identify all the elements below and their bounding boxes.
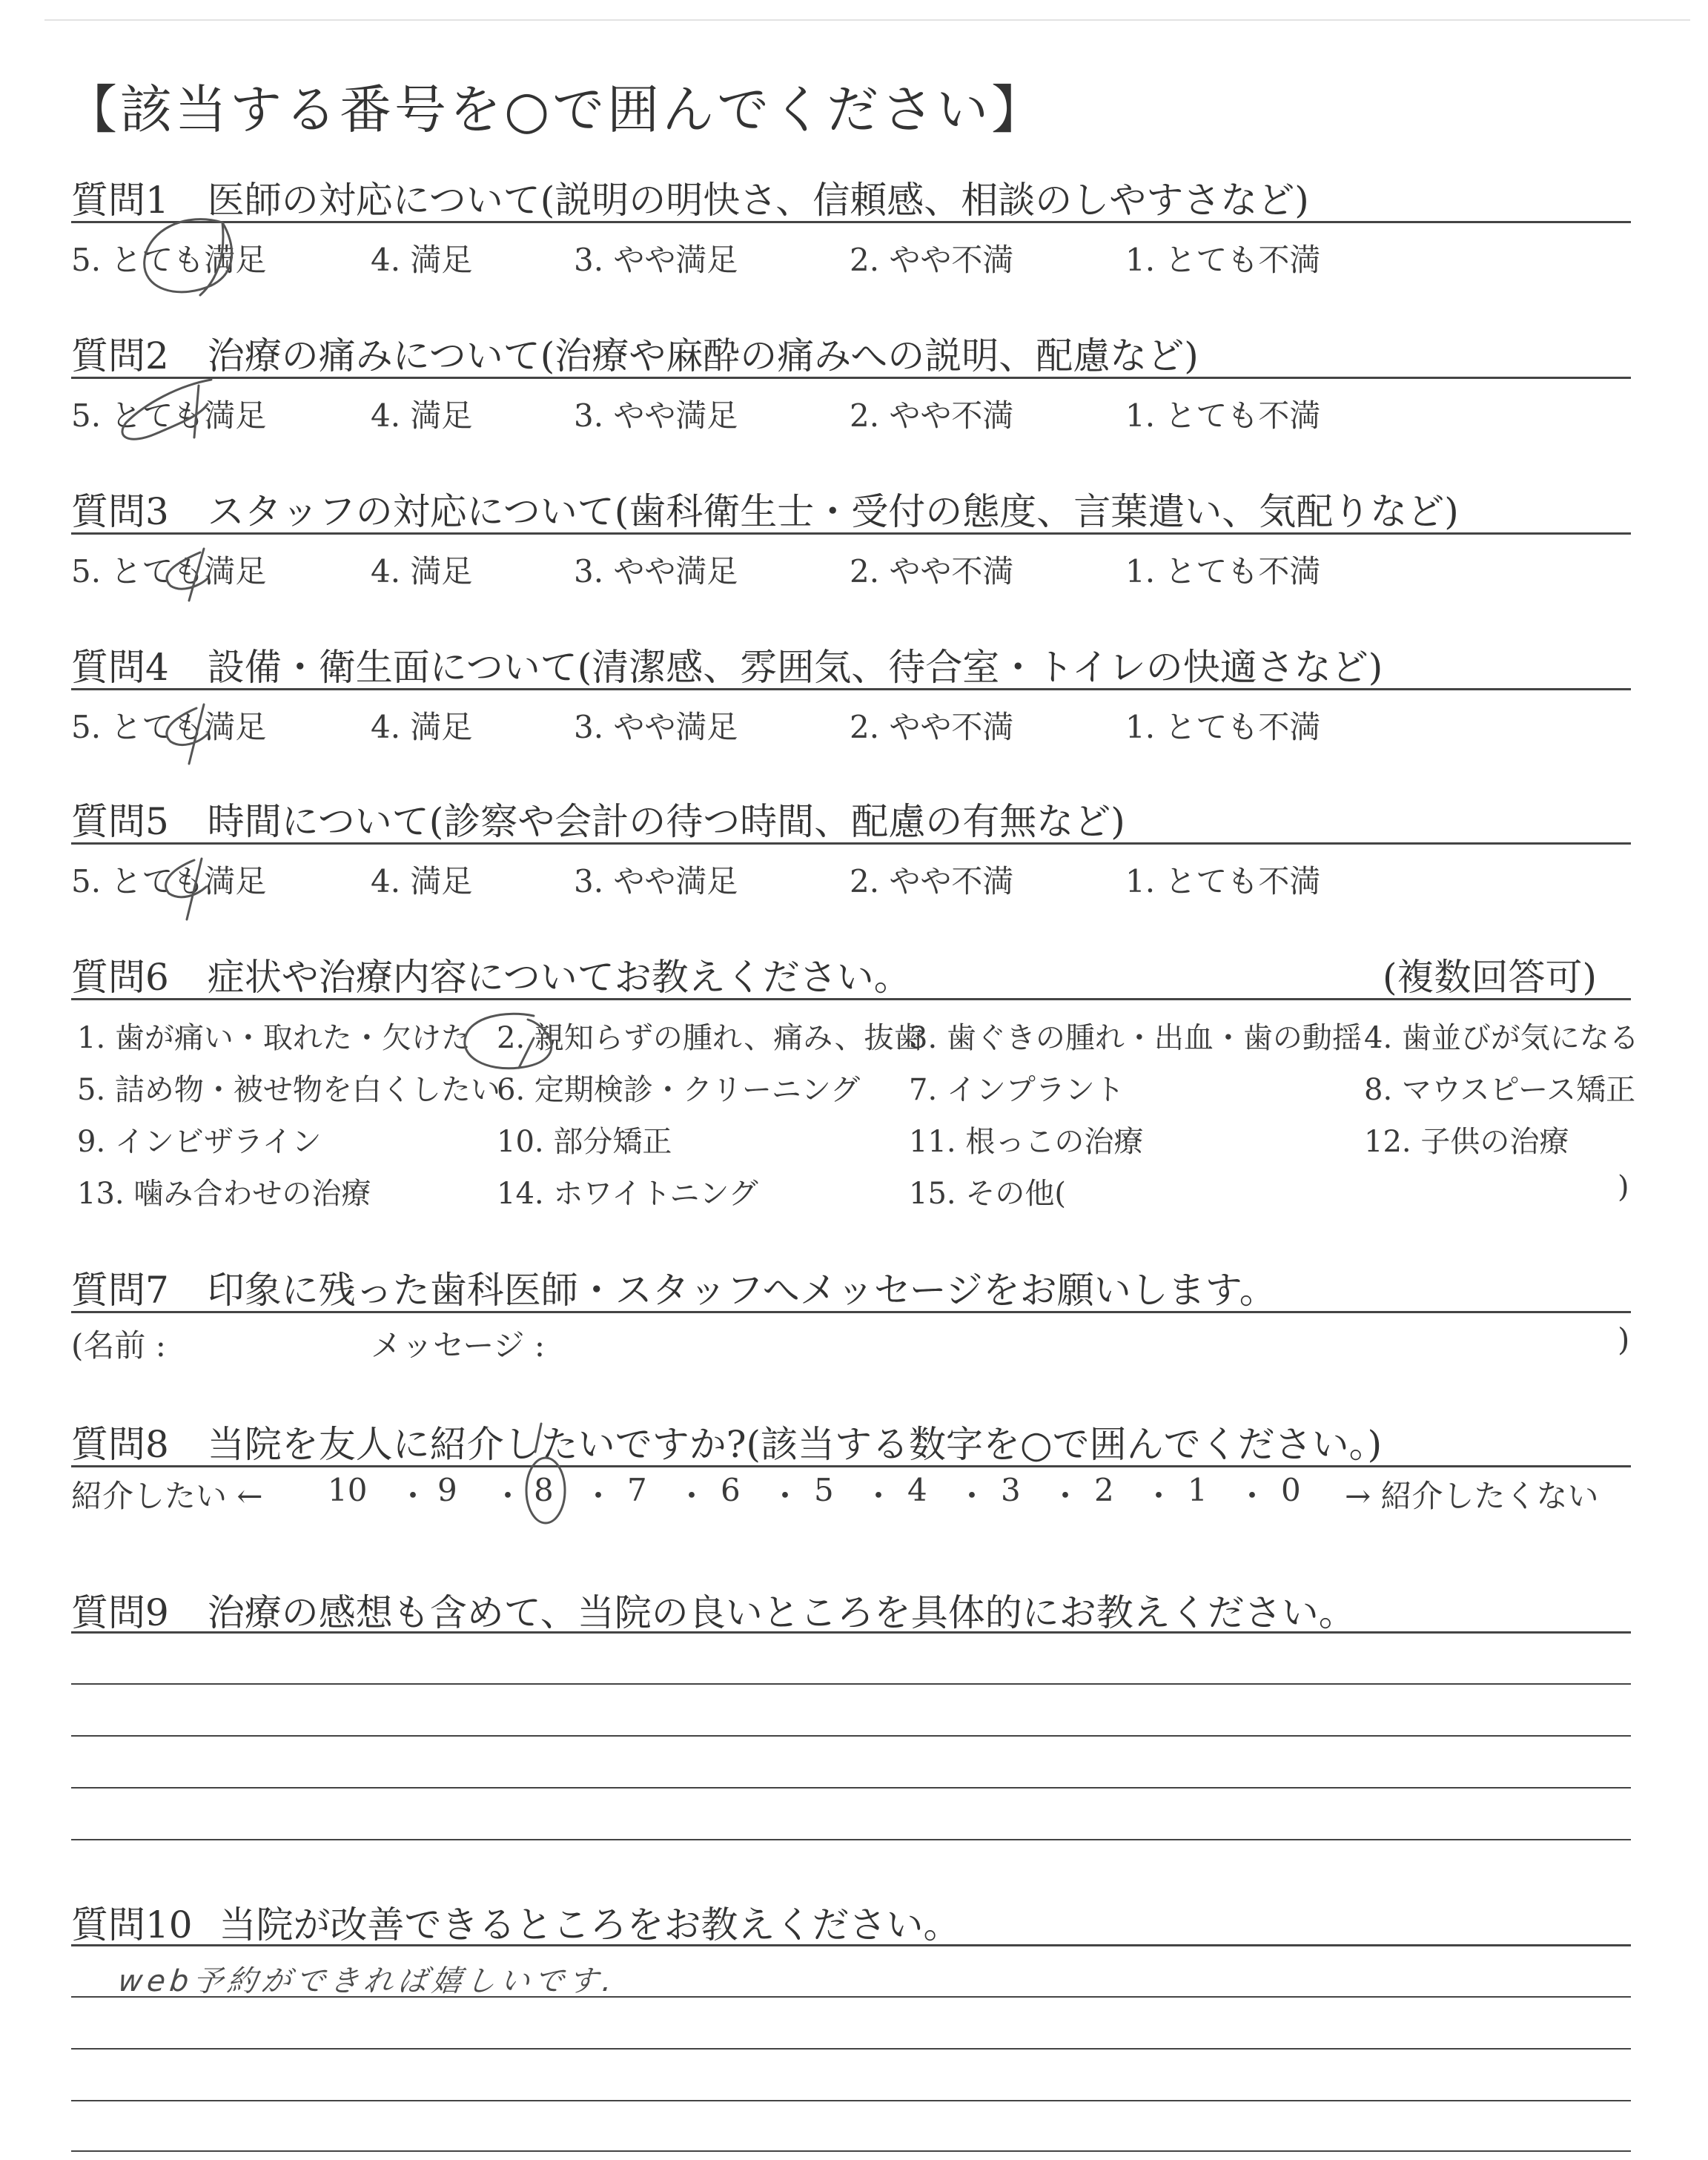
q10-answer-line-1[interactable] [71,1944,1631,1946]
question-6-text: 症状や治療内容についてお教えください。 [207,956,911,999]
question-10-heading [71,1895,961,1949]
question-1-rule [71,221,1631,223]
question-2-text: 治療の痛みについて(治療や麻酔の痛みへの説明、配慮など) [207,334,1199,377]
q2-option-1[interactable]: 1. とても不満 [1125,397,1321,434]
q8-right-label: → 紹介したくない [1345,1478,1599,1514]
q8-num-9[interactable]: 9 [437,1472,457,1508]
q9-answer-line-4[interactable] [71,1787,1631,1789]
q5-option-3[interactable]: 3. やや満足 [574,863,738,899]
question-5-label: 質問5 [71,800,169,843]
q4-option-5[interactable]: 5. とても満足 [71,709,267,745]
q6-option-6[interactable]: 6. 定期検診・クリーニング [497,1073,861,1107]
top-rule [44,19,1690,21]
q6-option-4[interactable]: 4. 歯並びが気になる [1364,1021,1639,1055]
q1-option-3[interactable]: 3. やや満足 [574,242,738,278]
q9-answer-line-1[interactable] [71,1631,1631,1634]
question-7-heading [71,1261,1277,1314]
q3-option-5[interactable]: 5. とても満足 [71,553,267,589]
q5-option-2[interactable]: 2. やや不満 [850,863,1014,899]
q8-num-1[interactable]: 1 [1188,1472,1208,1508]
q8-num-0[interactable]: 0 [1281,1472,1301,1508]
q8-dot: ・ [676,1478,708,1514]
q9-answer-line-5[interactable] [71,1839,1631,1840]
q10-handwritten-answer: web予約ができれば嬉しいです. [116,1964,618,1998]
q8-num-10[interactable]: 10 [328,1472,368,1508]
q1-option-5[interactable]: 5. とても満足 [71,242,267,278]
q6-option-13[interactable]: 13. 噛み合わせの治療 [77,1177,371,1211]
q8-dot: ・ [1237,1478,1268,1514]
q3-option-4[interactable]: 4. 満足 [371,553,473,589]
question-2-heading [71,326,1199,380]
q6-row-4 [71,1170,1635,1215]
q8-num-2[interactable]: 2 [1094,1472,1114,1508]
q8-dot: ・ [956,1478,988,1514]
q10-answer-line-2[interactable] [71,1996,1631,1998]
q7-fields [71,1321,1635,1366]
question-6-label: 質問6 [71,956,169,999]
q3-option-3[interactable]: 3. やや満足 [574,553,738,589]
q6-option-8[interactable]: 8. マウスピース矯正 [1364,1073,1636,1107]
q6-option-3[interactable]: 3. 歯ぐきの腫れ・出血・歯の動揺 [909,1021,1362,1055]
q10-answer-line-5[interactable] [71,2150,1631,2152]
q5-option-4[interactable]: 4. 満足 [371,863,473,899]
q7-message-label[interactable]: メッセージ : [371,1327,545,1364]
q6-option-15[interactable]: 15. その他( [909,1177,1066,1211]
question-8-text: 当院を友人に紹介したいですか?(該当する数字を○で囲んでください。) [207,1423,1383,1466]
q6-row-3 [71,1118,1635,1163]
q6-option-9[interactable]: 9. インビザライン [77,1125,322,1159]
q6-row-1 [71,1014,1639,1059]
q6-option-12[interactable]: 12. 子供の治療 [1364,1125,1569,1159]
q8-left-label: 紹介したい ← [71,1478,263,1514]
q10-answer-line-3[interactable] [71,2048,1631,2050]
q6-option-7[interactable]: 7. インプラント [909,1073,1125,1107]
question-9-heading [71,1583,1356,1636]
question-9-label: 質問9 [71,1591,169,1634]
q8-dot: ・ [583,1478,615,1514]
question-3-text: スタッフの対応について(歯科衛生士・受付の態度、言葉遣い、気配りなど) [207,490,1459,533]
question-3-heading [71,482,1459,535]
q6-option-10[interactable]: 10. 部分矯正 [497,1125,672,1159]
q8-dot: ・ [1143,1478,1175,1514]
question-2-label: 質問2 [71,334,169,377]
q6-option-1[interactable]: 1. 歯が痛い・取れた・欠けた [77,1021,471,1055]
q8-scale [71,1472,1635,1516]
q8-num-8[interactable]: 8 [534,1472,554,1508]
question-7-text: 印象に残った歯科医師・スタッフへメッセージをお願いします。 [207,1269,1277,1312]
q2-option-5[interactable]: 5. とても満足 [71,397,267,434]
question-4-rule [71,688,1631,690]
q6-option-5[interactable]: 5. 詰め物・被せ物を白くしたい [77,1073,500,1107]
q7-name-label[interactable]: (名前 : [71,1327,166,1364]
q8-num-6[interactable]: 6 [721,1472,741,1508]
q8-dot: ・ [863,1478,895,1514]
q8-dot: ・ [397,1478,429,1514]
question-1-text: 医師の対応について(説明の明快さ、信頼感、相談のしやすさなど) [207,179,1309,222]
question-7-label: 質問7 [71,1269,169,1312]
q6-option-14[interactable]: 14. ホワイトニング [497,1177,758,1211]
q6-option-11[interactable]: 11. 根っこの治療 [909,1125,1144,1159]
question-6-rule [71,998,1631,1000]
question-10-label: 質問10 [71,1903,193,1946]
q4-option-2[interactable]: 2. やや不満 [850,709,1014,745]
q8-num-7[interactable]: 7 [627,1472,647,1508]
page-title: 【該当する番号を○で囲んでください】 [65,79,1047,140]
q2-option-2[interactable]: 2. やや不満 [850,397,1014,434]
question-7-rule [71,1311,1631,1313]
question-3-rule [71,532,1631,535]
q5-option-1[interactable]: 1. とても不満 [1125,863,1321,899]
q6-option-2[interactable]: 2. 親知らずの腫れ、痛み、抜歯 [497,1021,924,1055]
q8-num-5[interactable]: 5 [814,1472,834,1508]
q6-row-2 [71,1066,1635,1111]
question-8-rule [71,1465,1631,1467]
q7-close-paren: ) [1618,1321,1630,1358]
q1-option-1[interactable]: 1. とても不満 [1125,242,1321,278]
q3-option-2[interactable]: 2. やや不満 [850,553,1014,589]
q1-option-4[interactable]: 4. 満足 [371,242,473,278]
question-1-heading [71,171,1309,224]
question-2-rule [71,377,1631,379]
multi-answer-note: (複数回答可) [1382,956,1597,999]
question-4-heading [71,638,1383,691]
question-5-text: 時間について(診察や会計の待つ時間、配慮の有無など) [207,800,1125,843]
question-6-heading [71,948,911,1001]
q4-option-1[interactable]: 1. とても不満 [1125,709,1321,745]
question-5-rule [71,842,1631,845]
question-8-heading [71,1415,1382,1468]
q8-dot: ・ [1050,1478,1082,1514]
q8-num-3[interactable]: 3 [1001,1472,1021,1508]
question-1-label: 質問1 [71,179,169,222]
q8-dot: ・ [492,1478,524,1514]
q9-answer-line-3[interactable] [71,1735,1631,1737]
q6-other-close: ) [1618,1170,1629,1204]
q9-answer-line-2[interactable] [71,1683,1631,1685]
question-9-text: 治療の感想も含めて、当院の良いところを具体的にお教えください。 [207,1591,1356,1634]
question-8-label: 質問8 [71,1423,169,1466]
question-3-label: 質問3 [71,490,169,533]
q4-option-3[interactable]: 3. やや満足 [574,709,738,745]
q2-option-4[interactable]: 4. 満足 [371,397,473,434]
q10-answer-line-4[interactable] [71,2100,1631,2101]
question-4-label: 質問4 [71,646,169,689]
q8-dot: ・ [769,1478,801,1514]
q4-option-4[interactable]: 4. 満足 [371,709,473,745]
q8-num-4[interactable]: 4 [907,1472,927,1508]
q3-option-1[interactable]: 1. とても不満 [1125,553,1321,589]
question-5-heading [71,792,1125,845]
q5-option-5[interactable]: 5. とても満足 [71,863,267,899]
question-10-text: 当院が改善できるところをお教えください。 [219,1903,961,1946]
q2-option-3[interactable]: 3. やや満足 [574,397,738,434]
q1-option-2[interactable]: 2. やや不満 [850,242,1014,278]
question-4-text: 設備・衛生面について(清潔感、雰囲気、待合室・トイレの快適さなど) [207,646,1383,689]
